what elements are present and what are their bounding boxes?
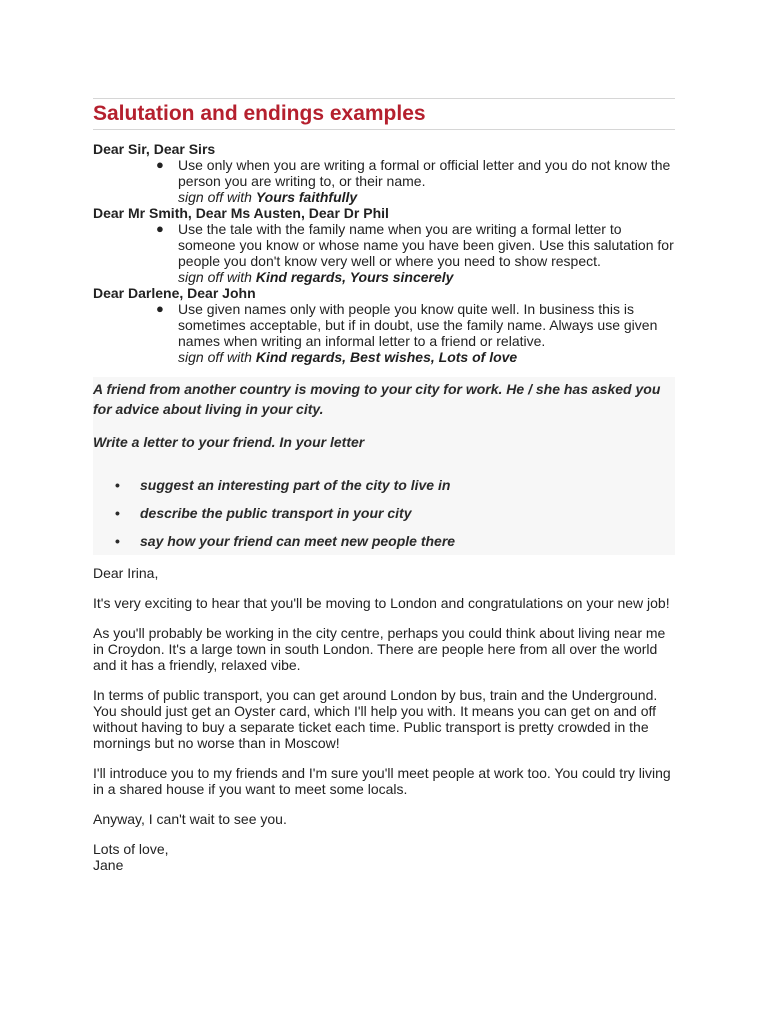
letter-greeting: Dear Irina, [93, 565, 159, 581]
signoff-prefix: sign off with [178, 349, 252, 365]
signoff-value: Kind regards, Best wishes, Lots of love [255, 349, 518, 365]
list-item [115, 531, 675, 551]
letter-paragraph: In terms of public transport, you can get around London by bus, train and the Underground. You should just get an Oyster card, which I'll help you with. It means you can get on and off without having to buy a separate ticket each time. Public transport is pretty crowded in the mornings but no worse than in Moscow! [93, 687, 658, 751]
example-letter [93, 565, 675, 873]
task-points-list [93, 475, 675, 551]
salutation-heading: Dear Mr Smith, Dear Ms Austen, Dear Dr Phil [93, 205, 389, 221]
task-point-text: say how your friend can meet new people there [140, 533, 456, 549]
bullet-icon: • [115, 505, 120, 521]
list-item [156, 301, 675, 349]
list-item [156, 221, 675, 269]
signoff-line [93, 349, 675, 365]
salutation-heading: Dear Sir, Dear Sirs [93, 141, 216, 157]
page-title: Salutation and endings examples [93, 102, 426, 125]
top-divider [93, 98, 675, 99]
list-item [156, 157, 675, 189]
salutation-usage-list [93, 301, 675, 349]
salutation-usage-text: Use only when you are writing a formal or official letter and you do not know the person you are writing to, or their name. [178, 157, 671, 189]
salutation-block [93, 285, 675, 365]
letter-paragraph: I'll introduce you to my friends and I'm sure you'll meet people at work too. You could try living in a shared house if you want to meet some locals. [93, 765, 671, 797]
letter-paragraph: It's very exciting to hear that you'll be moving to London and congratulations on your new job! [93, 595, 670, 611]
salutation-heading: Dear Darlene, Dear John [93, 285, 256, 301]
salutation-usage-text: Use the tale with the family name when you are writing a formal letter to someone you know or whose name you have been given. Use this salutation for people you don't know very well or where you need to show respect. [178, 221, 674, 269]
salutation-block [93, 141, 675, 205]
salutation-usage-list [93, 221, 675, 269]
letter-paragraph: As you'll probably be working in the city centre, perhaps you could think about living near me in Croydon. It's a large town in south London. There are people here from all over the world and it has a friendly, relaxed vibe. [93, 625, 666, 673]
signoff-value: Kind regards, Yours sincerely [255, 269, 454, 285]
task-intro: A friend from another country is moving to your city for work. He / she has asked you for advice about living in your city. [93, 381, 661, 417]
salutation-usage-list [93, 157, 675, 189]
bullet-icon: ● [156, 301, 164, 316]
bullet-icon: ● [156, 157, 164, 172]
task-point-text: describe the public transport in your city [140, 505, 412, 521]
bullet-icon: • [115, 477, 120, 493]
signoff-line [93, 189, 675, 205]
signoff-value: Yours faithfully [255, 189, 358, 205]
bullet-icon: • [115, 533, 120, 549]
signoff-prefix: sign off with [178, 269, 252, 285]
document-page [93, 98, 675, 873]
list-item [115, 503, 675, 523]
bullet-icon: ● [156, 221, 164, 236]
writing-task-box [93, 377, 675, 555]
salutation-usage-text: Use given names only with people you know quite well. In business this is sometimes acceptable, but if in doubt, use the family name. Always use given names when writing an informal letter to a friend or relative. [178, 301, 658, 349]
letter-signature: Jane [93, 857, 124, 873]
signoff-line [93, 269, 675, 285]
list-item [115, 475, 675, 495]
letter-paragraph: Anyway, I can't wait to see you. [93, 811, 287, 827]
signoff-prefix: sign off with [178, 189, 252, 205]
letter-closing: Lots of love, [93, 841, 169, 857]
salutation-block [93, 205, 675, 285]
task-instruction: Write a letter to your friend. In your letter [93, 434, 365, 450]
task-point-text: suggest an interesting part of the city to live in [140, 477, 451, 493]
